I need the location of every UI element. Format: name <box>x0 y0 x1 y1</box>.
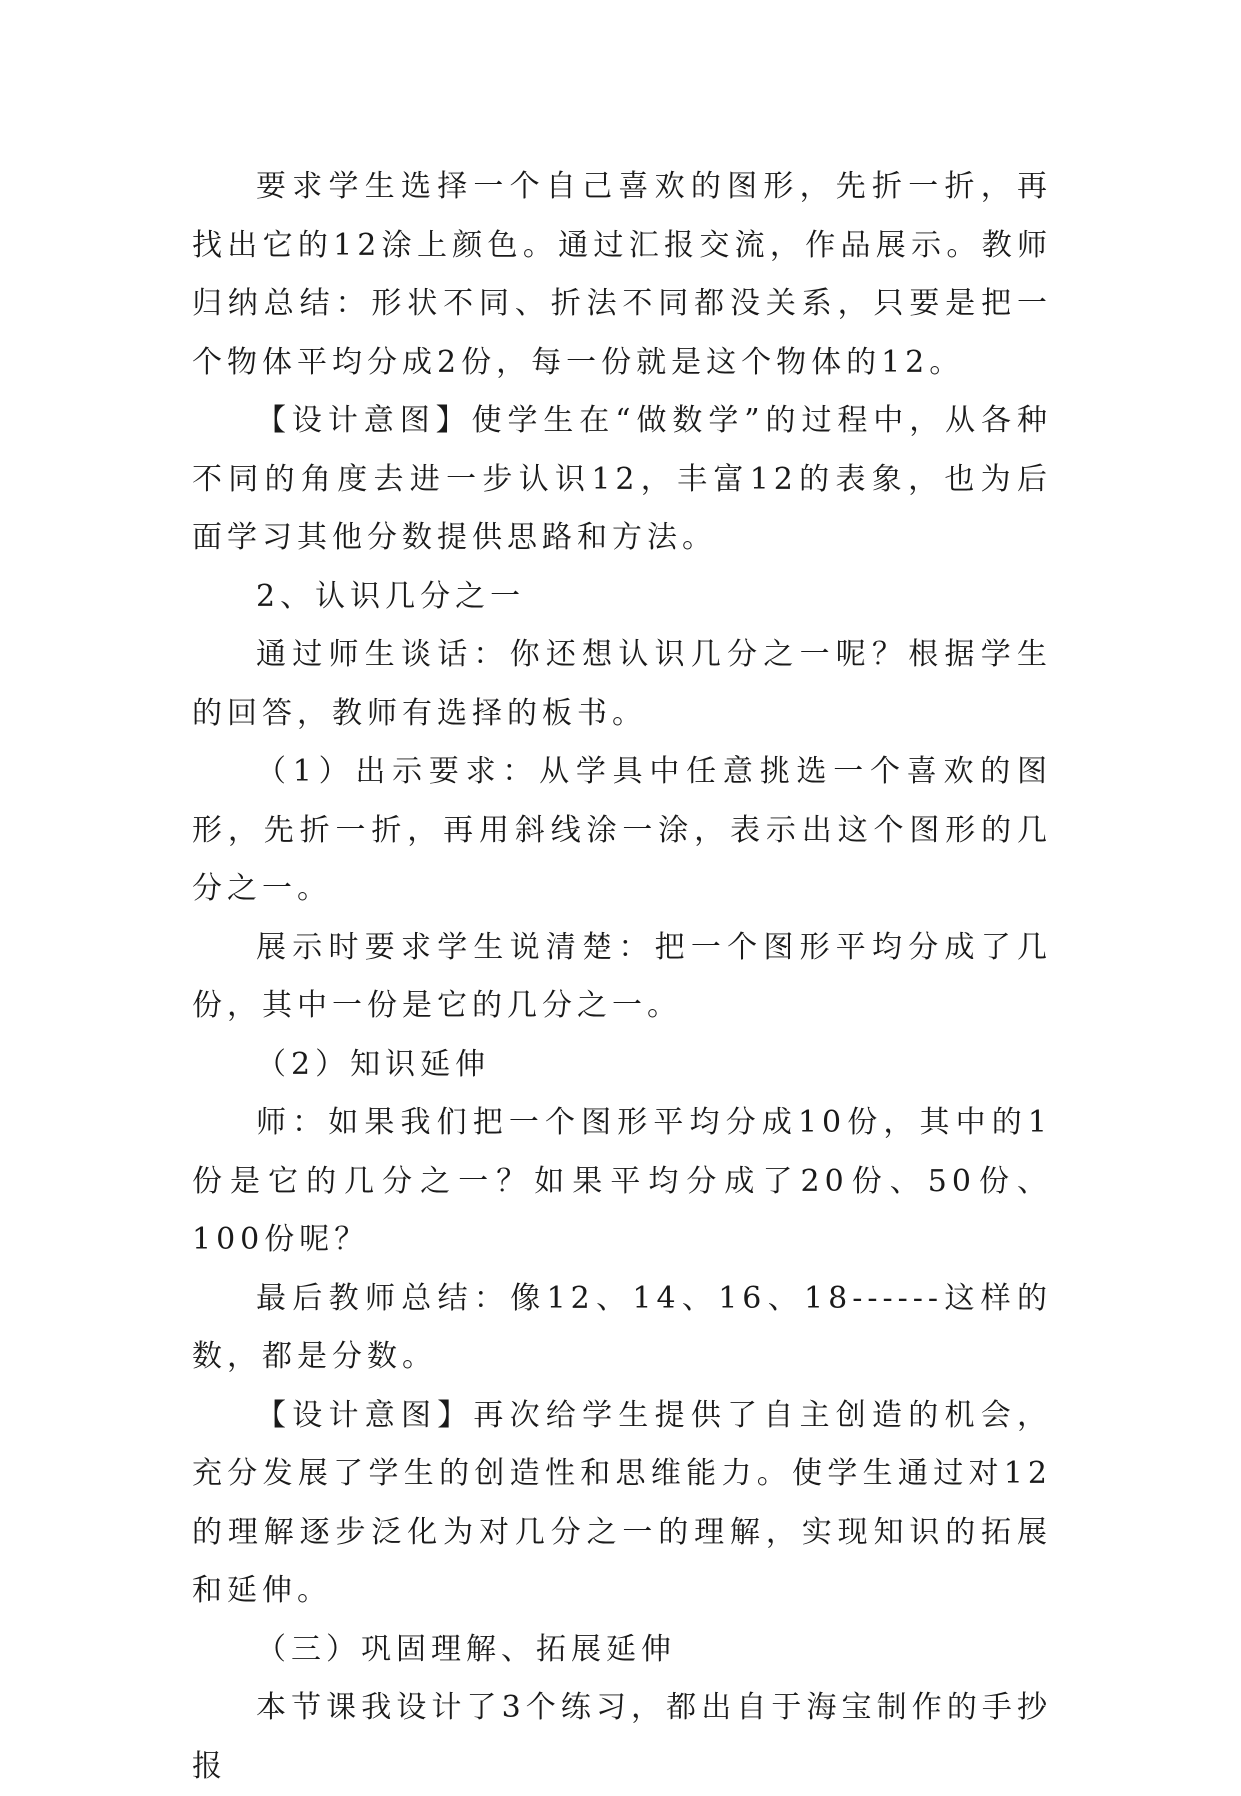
paragraph-1: 要求学生选择一个自己喜欢的图形，先折一折，再找出它的12涂上颜色。通过汇报交流，作品展示。教师归纳总结：形状不同、折法不同都没关系，只要是把一个物体平均分成2份，每一份就是这个物体的12。 <box>192 169 1052 380</box>
paragraph-requirement-1: （1）出示要求：从学具中任意挑选一个喜欢的图形，先折一折，再用斜线涂一涂，表示出这个图形的几分之一。 <box>192 754 1052 906</box>
paragraph-presentation: 展示时要求学生说清楚：把一个图形平均分成了几份，其中一份是它的几分之一。 <box>192 929 1052 1023</box>
paragraph-teacher-summary: 最后教师总结：像12、14、16、18------这样的数，都是分数。 <box>192 1280 1052 1374</box>
paragraph-teacher-question: 师：如果我们把一个图形平均分成10份，其中的1份是它的几分之一？如果平均分成了20份、50份、100份呢？ <box>192 1105 1052 1257</box>
paragraph-dialogue: 通过师生谈话：你还想认识几分之一呢？根据学生的回答，教师有选择的板书。 <box>192 637 1052 731</box>
subheading-knowledge-extension: （2）知识延伸 <box>256 1046 491 1082</box>
section-heading-2: 2、认识几分之一 <box>256 578 526 614</box>
section-heading-3: （三）巩固理解、拓展延伸 <box>256 1631 676 1667</box>
paragraph-design-intent-1: 【设计意图】使学生在“做数学”的过程中，从各种不同的角度去进一步认识12，丰富12的表象，也为后面学习其他分数提供思路和方法。 <box>192 403 1052 555</box>
paragraph-exercises: 本节课我设计了3个练习，都出自于海宝制作的手抄报 <box>192 1690 1052 1784</box>
paragraph-design-intent-2: 【设计意图】再次给学生提供了自主创造的机会，充分发展了学生的创造性和思维能力。使学生通过对12的理解逐步泛化为对几分之一的理解，实现知识的拓展和延伸。 <box>192 1397 1052 1608</box>
document-body <box>192 158 1052 1796</box>
